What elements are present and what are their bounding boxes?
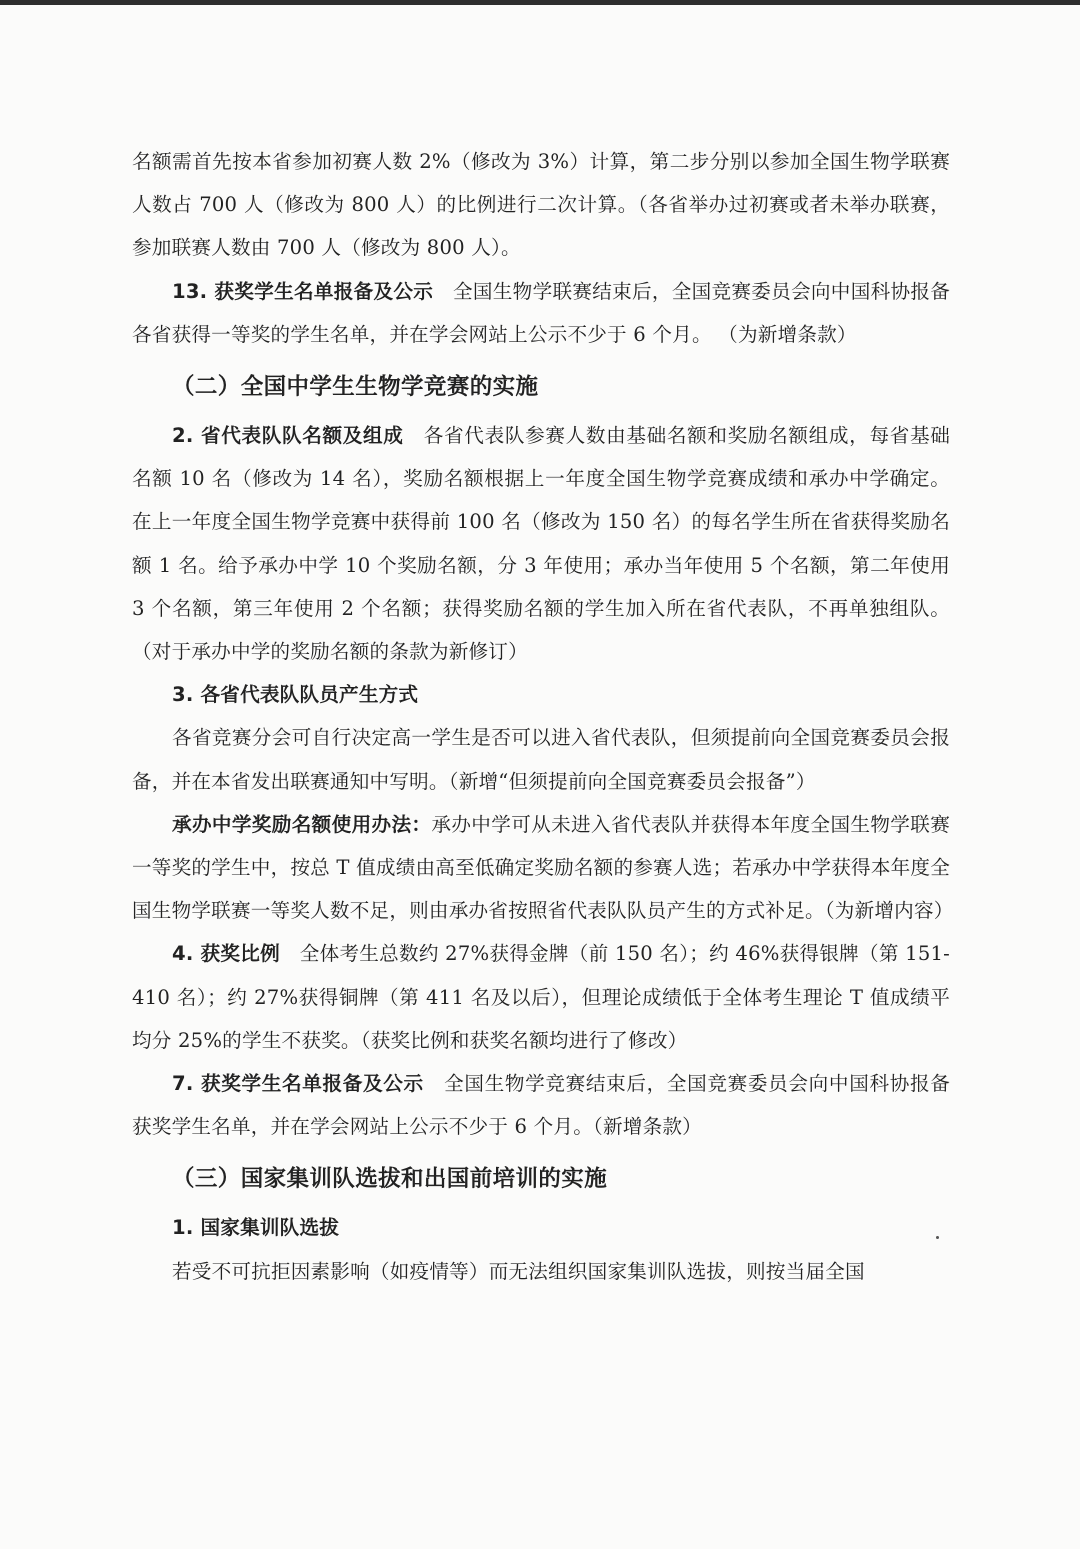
item-7 xyxy=(132,1062,950,1148)
item-2-text: 各省代表队参赛人数由基础名额和奖励名额组成，每省基础名额 10 名（修改为 14 名），奖励名额根据上一年度全国生物学竞赛成绩和承办中学确定。在上一年度全国生物学竞赛中获得前 100 名（修改为 150 名）的每名学生所在省获得奖励名额 1 名。给予承办中学 10 个奖励名额，分 3 年使用；承办当年使用 5 个名额，第二年使用 3 个名额，第三年使用 2 个名额；获得奖励名额的学生加入所在省代表队，不再单独组队。（对于承办中学的奖励名额的条款为新修订） xyxy=(132,424,951,664)
item-3-heading xyxy=(132,673,950,716)
document-page xyxy=(132,140,954,1293)
reward-quota-usage xyxy=(132,803,954,933)
section-2-heading: （二）全国中学生生物学竞赛的实施 xyxy=(172,374,539,401)
scan-speck xyxy=(936,1236,939,1239)
item-4-text: 全体考生总数约 27%获得金牌（前 150 名）；约 46%获得银牌（第 151-410 名）；约 27%获得铜牌（第 411 名及以后），但理论成绩低于全体考生理论 T 值成绩平均分 25%的学生不获奖。（获奖比例和获奖名额均进行了修改） xyxy=(132,942,950,1052)
item-7-title: 7. 获奖学生名单报备及公示 xyxy=(172,1072,424,1096)
item-13-text: 全国生物学联赛结束后，全国竞赛委员会向中国科协报备各省获得一等奖的学生名单，并在学会网站上公示不少于 6 个月。 （为新增条款） xyxy=(132,279,951,346)
item-4 xyxy=(132,932,950,1062)
item-4-title: 4. 获奖比例 xyxy=(172,942,280,966)
item-13-title: 13. 获奖学生名单报备及公示 xyxy=(172,279,434,303)
item-3-title: 3. 各省代表队队员产生方式 xyxy=(172,683,419,707)
item-1-text: 若受不可抗拒因素影响（如疫情等）而无法组织国家集训队选拔，则按当届全国 xyxy=(172,1259,865,1283)
item-2-title: 2. 省代表队队名额及组成 xyxy=(172,424,404,448)
item-2 xyxy=(132,414,950,673)
paragraph-quota-calculation: 名额需首先按本省参加初赛人数 2%（修改为 3%）计算，第二步分别以参加全国生物学联赛人数占 700 人（修改为 800 人）的比例进行二次计算。（各省举办过初赛或者未举办联赛，参加联赛人数由 700 人（修改为 800 人）。 xyxy=(132,150,950,260)
reward-quota-text: 承办中学可从未进入省代表队并获得本年度全国生物学联赛一等奖的学生中，按总 T 值成绩由高至低确定奖励名额的参赛人选；若承办中学获得本年度全国生物学联赛一等奖人数不足，则由承办省按照省代表队队员产生的方式补足。（为新增内容） xyxy=(132,812,954,923)
item-1-heading xyxy=(132,1206,950,1249)
item-3-text: 各省竞赛分会可自行决定高一学生是否可以进入省代表队，但须提前向全国竞赛委员会报备，并在本省发出联赛通知中写明。（新增“但须提前向全国竞赛委员会报备”） xyxy=(132,726,950,793)
reward-quota-title: 承办中学奖励名额使用办法： xyxy=(172,812,432,836)
section-3-heading: （三）国家集训队选拔和出国前培训的实施 xyxy=(172,1166,608,1193)
item-7-text: 全国生物学竞赛结束后，全国竞赛委员会向中国科协报备获奖学生名单，并在学会网站上公示不少于 6 个月。（新增条款） xyxy=(132,1072,951,1139)
scan-top-edge xyxy=(0,0,1080,5)
item-13 xyxy=(132,270,950,356)
item-1-title: 1. 国家集训队选拔 xyxy=(172,1216,340,1240)
